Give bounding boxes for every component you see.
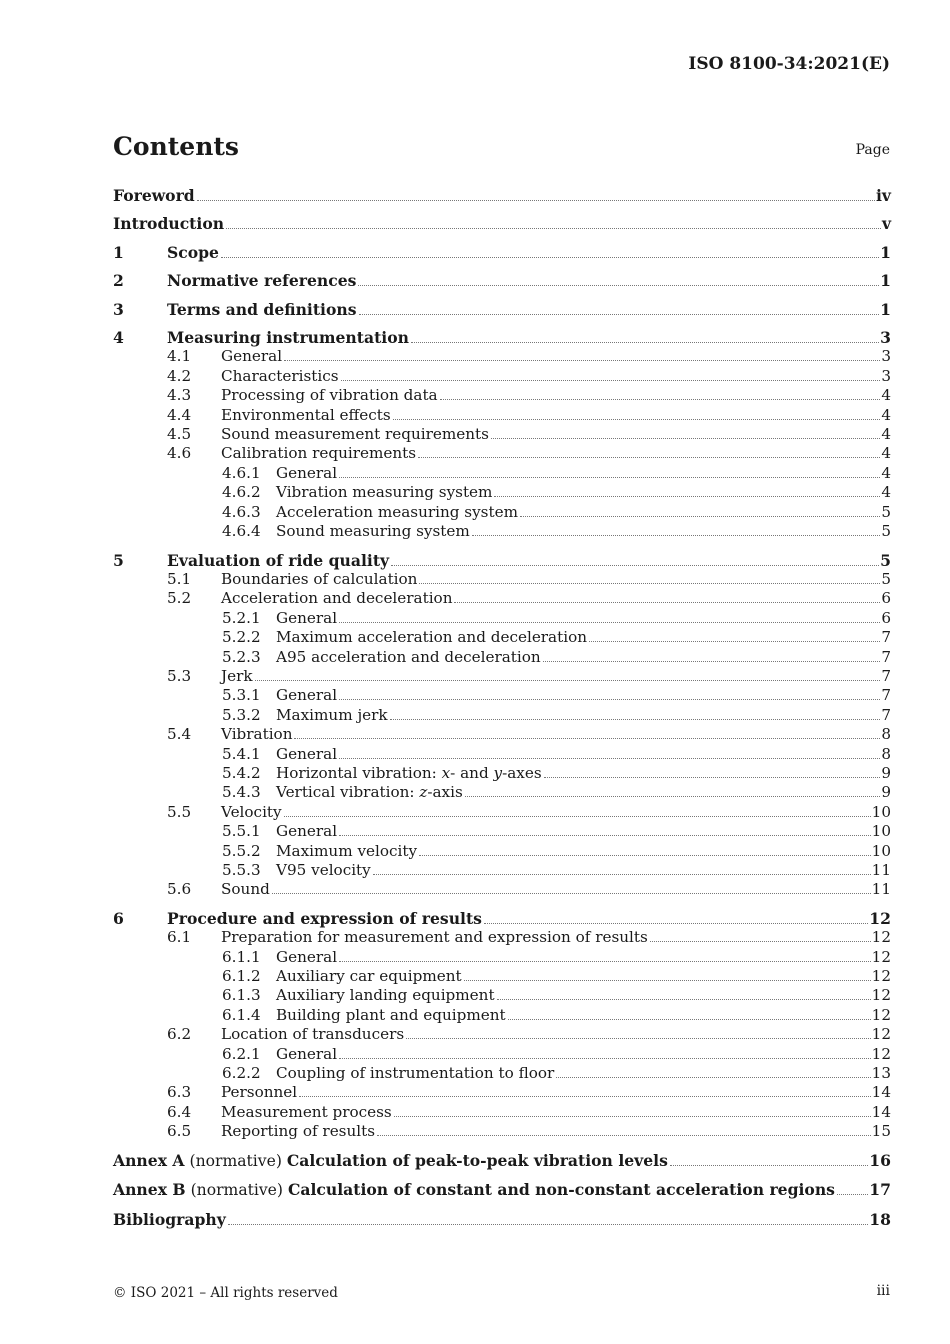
toc-entry[interactable] — [113, 243, 891, 262]
toc-entry-page: 12 — [871, 967, 891, 986]
dot-leader — [339, 758, 880, 759]
dot-leader — [406, 1038, 871, 1039]
toc-entry-page: 7 — [881, 686, 891, 705]
dot-leader — [418, 457, 880, 458]
dot-leader — [197, 200, 875, 201]
toc-entry-number: 5.4.2 — [222, 763, 261, 782]
toc-entry-title — [113, 1151, 668, 1171]
toc-entry-number: 2 — [113, 271, 124, 291]
toc-title-part: Annex B — [113, 1180, 186, 1200]
toc-entry-page: 4 — [881, 405, 891, 424]
toc-entry[interactable] — [113, 551, 891, 570]
toc-entry-title — [276, 764, 542, 783]
toc-entry-title: V95 velocity — [276, 861, 371, 879]
contents-title: Contents — [113, 132, 240, 161]
toc-entry[interactable] — [113, 425, 891, 444]
dot-leader — [670, 1165, 868, 1166]
toc-entry-title: Maximum jerk — [276, 705, 388, 724]
toc-entry-title: Auxiliary landing equipment — [276, 986, 495, 1005]
toc-entry-page: 12 — [871, 1025, 891, 1044]
dot-leader — [837, 1194, 868, 1195]
toc-entry-page: 7 — [881, 647, 891, 666]
toc-entry-page: 6 — [881, 608, 891, 627]
dot-leader — [508, 1019, 871, 1020]
toc-entry[interactable] — [113, 861, 891, 880]
toc-entry-title: General — [221, 347, 283, 366]
toc-entry-title: General — [276, 744, 338, 763]
toc-entry-title: Boundaries of calculation — [221, 569, 418, 588]
toc-entry-title: Characteristics — [221, 366, 339, 385]
toc-entry[interactable] — [113, 1180, 891, 1200]
toc-entry-number: 5.5.2 — [222, 841, 261, 860]
toc-entry[interactable] — [113, 1064, 891, 1083]
toc-entry-page: 8 — [881, 744, 891, 763]
toc-entry-title: Reporting of results — [221, 1122, 376, 1141]
toc-entry-number: 6.1.2 — [222, 967, 261, 986]
toc-entry-page: 7 — [881, 705, 891, 724]
toc-entry-page: 10 — [871, 822, 891, 841]
toc-entry-page: 12 — [871, 986, 891, 1005]
dot-leader — [650, 941, 871, 942]
toc-entry-page: 4 — [881, 386, 891, 405]
toc-entry-number: 6.4 — [167, 1102, 192, 1121]
toc-entry-title: Maximum velocity — [276, 841, 418, 860]
page-column-label: Page — [855, 142, 890, 158]
toc-entry-page: 6 — [881, 589, 891, 608]
toc-entry-page: 11 — [871, 861, 891, 879]
toc-entry-number: 6 — [113, 908, 124, 928]
dot-leader — [394, 1116, 871, 1117]
toc-entry-number: 3 — [113, 299, 124, 319]
toc-entry-page: 7 — [881, 628, 891, 647]
dot-leader — [440, 399, 881, 400]
dot-leader — [341, 380, 881, 381]
document-identifier: ISO 8100-34:2021(E) — [688, 54, 890, 74]
toc-entry-page: 4 — [881, 463, 891, 482]
toc-entry-number: 5.5.3 — [222, 861, 261, 879]
toc-entry-number: 5.3.1 — [222, 686, 261, 705]
toc-entry-number: 6.1.4 — [222, 1005, 261, 1024]
dot-leader — [543, 661, 881, 662]
toc-entry[interactable] — [113, 686, 891, 705]
toc-title-part: (normative) — [185, 1181, 288, 1200]
toc-entry-title: A95 acceleration and deceleration — [276, 647, 541, 666]
toc-entry-page: 10 — [871, 841, 891, 860]
toc-entry-title: Introduction — [113, 214, 225, 234]
dot-leader — [221, 257, 879, 258]
dot-leader — [464, 980, 871, 981]
dot-leader — [359, 314, 880, 315]
toc-title-part: z — [419, 783, 428, 802]
toc-entry-number: 4.5 — [167, 425, 192, 444]
dot-leader — [390, 719, 881, 720]
toc-entry[interactable] — [113, 880, 891, 899]
toc-entry-number: 4.1 — [167, 347, 192, 366]
toc-entry-title: Normative references — [167, 271, 357, 291]
toc-entry[interactable] — [113, 948, 891, 967]
toc-entry-title: General — [276, 463, 338, 482]
toc-entry-title: General — [276, 947, 338, 966]
toc-entry-number: 4.4 — [167, 405, 192, 424]
toc-entry-number: 5.2.3 — [222, 647, 261, 666]
toc-entry-title — [276, 783, 463, 802]
toc-entry-title: Acceleration measuring system — [276, 502, 518, 521]
toc-entry-title: Personnel — [221, 1083, 298, 1102]
toc-title-part: (normative) — [184, 1151, 287, 1170]
toc-entry-number: 4.6.2 — [222, 483, 261, 502]
toc-entry-page: 12 — [869, 908, 891, 928]
toc-entry-page: 13 — [871, 1064, 891, 1083]
toc-entry[interactable] — [113, 367, 891, 386]
dot-leader — [373, 874, 871, 875]
toc-entry-page: 14 — [871, 1102, 891, 1121]
toc-entry-title: Building plant and equipment — [276, 1005, 506, 1024]
toc-entry[interactable] — [113, 986, 891, 1005]
toc-entry-page: 4 — [881, 444, 891, 463]
toc-entry-page: 9 — [881, 763, 891, 782]
toc-entry[interactable] — [113, 589, 891, 608]
toc-entry-title: Acceleration and deceleration — [221, 589, 453, 608]
toc-entry-number: 4.2 — [167, 366, 192, 385]
table-of-contents — [113, 186, 891, 1229]
toc-entry-title: Bibliography — [113, 1209, 226, 1229]
toc-entry-page: 5 — [881, 522, 891, 541]
toc-entry-title: Measuring instrumentation — [167, 328, 409, 348]
dot-leader — [491, 438, 880, 439]
toc-entry[interactable] — [113, 1006, 891, 1025]
toc-entry-title: Sound measurement requirements — [221, 425, 489, 444]
toc-entry-number: 5.5.1 — [222, 822, 261, 841]
toc-entry-title: Velocity — [221, 802, 282, 821]
dot-leader — [472, 535, 881, 536]
toc-entry-page: 1 — [880, 299, 891, 319]
toc-entry-title: General — [276, 1044, 338, 1063]
toc-entry-number: 6.5 — [167, 1122, 192, 1141]
toc-entry-page: iv — [876, 186, 891, 205]
toc-entry-page: 16 — [869, 1150, 891, 1170]
dot-leader — [411, 342, 879, 343]
toc-entry-title: Sound measuring system — [276, 522, 470, 541]
dot-leader — [255, 680, 881, 681]
dot-leader — [556, 1077, 870, 1078]
toc-entry-page: 5 — [880, 550, 891, 570]
toc-entry-title: Vibration — [221, 725, 293, 744]
dot-leader — [272, 893, 871, 894]
dot-leader — [484, 923, 868, 924]
toc-title-part: y — [493, 763, 503, 782]
dot-leader — [284, 816, 871, 817]
toc-entry-number: 5.3 — [167, 666, 192, 685]
toc-entry[interactable] — [113, 1122, 891, 1141]
copyright-notice: © ISO 2021 – All rights reserved — [113, 1285, 338, 1301]
dot-leader — [299, 1096, 871, 1097]
dot-leader — [419, 583, 880, 584]
toc-entry-page: 11 — [871, 880, 891, 899]
toc-entry[interactable] — [113, 928, 891, 947]
toc-entry[interactable] — [113, 503, 891, 522]
dot-leader — [589, 641, 880, 642]
toc-title-part: Annex A — [113, 1150, 185, 1170]
toc-entry-page: 18 — [869, 1209, 891, 1229]
toc-entry-number: 4.6 — [167, 444, 192, 463]
toc-entry[interactable] — [113, 822, 891, 841]
toc-entry-number: 5.4.3 — [222, 783, 261, 802]
dot-leader — [520, 516, 880, 517]
toc-entry-page: 9 — [881, 783, 891, 802]
toc-entry[interactable] — [113, 706, 891, 725]
toc-title-part: -axis — [427, 783, 463, 802]
toc-entry-page: 17 — [869, 1180, 891, 1200]
toc-entry-page: 4 — [881, 425, 891, 444]
dot-leader — [358, 285, 879, 286]
toc-entry-title: General — [276, 686, 338, 705]
dot-leader — [377, 1135, 871, 1136]
dot-leader — [228, 1224, 869, 1225]
toc-entry[interactable] — [113, 803, 891, 822]
toc-entry-title: Scope — [167, 242, 219, 262]
dot-leader — [393, 419, 881, 420]
toc-entry-title: Coupling of instrumentation to floor — [276, 1064, 555, 1083]
toc-entry-title: Calibration requirements — [221, 444, 417, 463]
toc-entry-title: Terms and definitions — [167, 299, 357, 319]
toc-entry[interactable] — [113, 667, 891, 686]
toc-entry[interactable] — [113, 328, 891, 347]
dot-leader — [339, 699, 880, 700]
dot-leader — [391, 565, 879, 566]
toc-entry-page: 3 — [880, 328, 891, 348]
toc-entry-title: Processing of vibration data — [221, 386, 438, 405]
toc-entry-title: General — [276, 822, 338, 841]
toc-entry-number: 4.6.3 — [222, 502, 261, 521]
toc-entry-number: 5.5 — [167, 802, 192, 821]
dot-leader — [339, 835, 871, 836]
toc-entry[interactable] — [113, 347, 891, 366]
toc-entry-number: 5.3.2 — [222, 705, 261, 724]
toc-entry-title: Vibration measuring system — [276, 483, 493, 502]
toc-entry-number: 6.1 — [167, 928, 192, 947]
dot-leader — [339, 622, 880, 623]
toc-entry-page: 1 — [880, 242, 891, 262]
toc-entry-title: Procedure and expression of results — [167, 908, 482, 928]
toc-entry-number: 6.1.1 — [222, 947, 261, 966]
toc-entry-page: 12 — [871, 928, 891, 947]
toc-entry[interactable] — [113, 271, 891, 290]
toc-entry[interactable] — [113, 628, 891, 647]
toc-entry-page: 7 — [881, 666, 891, 685]
page-number: iii — [876, 1283, 890, 1299]
toc-title-part: -axes — [502, 763, 542, 782]
toc-entry-page: 5 — [881, 569, 891, 588]
toc-entry-page: 15 — [871, 1122, 891, 1141]
toc-title-part: Horizontal vibration: — [276, 763, 442, 782]
toc-entry-number: 6.1.3 — [222, 986, 261, 1005]
toc-entry-title — [113, 1180, 835, 1200]
toc-entry-title: Maximum acceleration and deceleration — [276, 628, 588, 647]
toc-entry-title: Measurement process — [221, 1102, 392, 1121]
toc-entry-number: 5.2 — [167, 589, 192, 608]
toc-entry[interactable] — [113, 1045, 891, 1064]
toc-entry-number: 4.6.1 — [222, 463, 261, 482]
toc-entry-number: 6.2.2 — [222, 1064, 261, 1083]
toc-entry-page: 12 — [871, 1005, 891, 1024]
toc-entry-number: 5.1 — [167, 569, 192, 588]
toc-entry[interactable] — [113, 967, 891, 986]
dot-leader — [465, 796, 881, 797]
toc-entry-number: 1 — [113, 242, 124, 262]
toc-title-part: Calculation of peak-to-peak vibration levels — [286, 1150, 668, 1170]
toc-entry[interactable] — [113, 300, 891, 319]
toc-entry[interactable] — [113, 522, 891, 541]
toc-entry[interactable] — [113, 725, 891, 744]
toc-entry-page: 14 — [871, 1083, 891, 1102]
toc-entry[interactable] — [113, 570, 891, 589]
toc-entry[interactable] — [113, 1103, 891, 1122]
dot-leader — [226, 228, 881, 229]
toc-entry-number: 4.3 — [167, 386, 192, 405]
dot-leader — [339, 1058, 871, 1059]
toc-entry[interactable] — [113, 909, 891, 928]
toc-entry-page: 5 — [881, 502, 891, 521]
dot-leader — [544, 777, 881, 778]
toc-entry-title: Jerk — [221, 666, 253, 685]
toc-entry-page: 10 — [871, 802, 891, 821]
toc-entry[interactable] — [113, 214, 891, 233]
toc-entry[interactable] — [113, 745, 891, 764]
toc-title-part: - and — [450, 763, 494, 782]
toc-entry-title: General — [276, 608, 338, 627]
toc-entry[interactable] — [113, 483, 891, 502]
toc-entry-number: 4 — [113, 328, 124, 348]
dot-leader — [497, 999, 871, 1000]
toc-entry-page: 8 — [881, 725, 891, 744]
toc-entry[interactable] — [113, 444, 891, 463]
toc-entry[interactable] — [113, 1025, 891, 1044]
dot-leader — [454, 602, 880, 603]
toc-entry-title: Location of transducers — [221, 1025, 405, 1044]
toc-entry-page: 1 — [880, 271, 891, 291]
toc-entry-number: 5 — [113, 550, 124, 570]
toc-entry-page: 4 — [881, 483, 891, 502]
toc-entry[interactable] — [113, 842, 891, 861]
toc-entry[interactable] — [113, 1210, 891, 1229]
toc-entry[interactable] — [113, 764, 891, 783]
toc-entry[interactable] — [113, 1151, 891, 1171]
toc-entry-number: 5.2.1 — [222, 608, 261, 627]
toc-entry[interactable] — [113, 464, 891, 483]
toc-entry-number: 5.4 — [167, 725, 192, 744]
dot-leader — [494, 496, 880, 497]
toc-entry-title: Sound — [221, 880, 270, 899]
dot-leader — [294, 738, 880, 739]
toc-entry-page: 3 — [881, 366, 891, 385]
dot-leader — [339, 477, 880, 478]
toc-entry-number: 6.2 — [167, 1025, 192, 1044]
toc-entry-number: 5.2.2 — [222, 628, 261, 647]
toc-entry-page: 12 — [871, 947, 891, 966]
toc-entry-page: 12 — [871, 1044, 891, 1063]
toc-entry-number: 4.6.4 — [222, 522, 261, 541]
toc-entry[interactable] — [113, 1083, 891, 1102]
toc-title-part: Calculation of constant and non-constant acceleration regions — [287, 1180, 835, 1200]
toc-entry-title: Evaluation of ride quality — [167, 550, 390, 570]
toc-title-part: x — [441, 763, 451, 782]
toc-entry[interactable] — [113, 186, 891, 205]
toc-entry-number: 5.4.1 — [222, 744, 261, 763]
toc-entry[interactable] — [113, 783, 891, 802]
toc-entry[interactable] — [113, 609, 891, 628]
toc-entry-number: 6.2.1 — [222, 1044, 261, 1063]
toc-entry-title: Preparation for measurement and expression of results — [221, 928, 648, 947]
toc-entry-title: Environmental effects — [221, 405, 391, 424]
dot-leader — [339, 961, 871, 962]
toc-entry-page: 3 — [881, 347, 891, 366]
toc-entry-title: Foreword — [113, 186, 195, 205]
toc-entry[interactable] — [113, 406, 891, 425]
toc-entry[interactable] — [113, 386, 891, 405]
toc-entry-page: v — [881, 214, 891, 234]
toc-title-part: Vertical vibration: — [276, 783, 420, 802]
dot-leader — [419, 855, 871, 856]
toc-entry-number: 6.3 — [167, 1083, 192, 1102]
toc-entry[interactable] — [113, 648, 891, 667]
dot-leader — [284, 360, 880, 361]
toc-entry-number: 5.6 — [167, 880, 192, 899]
toc-entry-title: Auxiliary car equipment — [276, 967, 462, 986]
